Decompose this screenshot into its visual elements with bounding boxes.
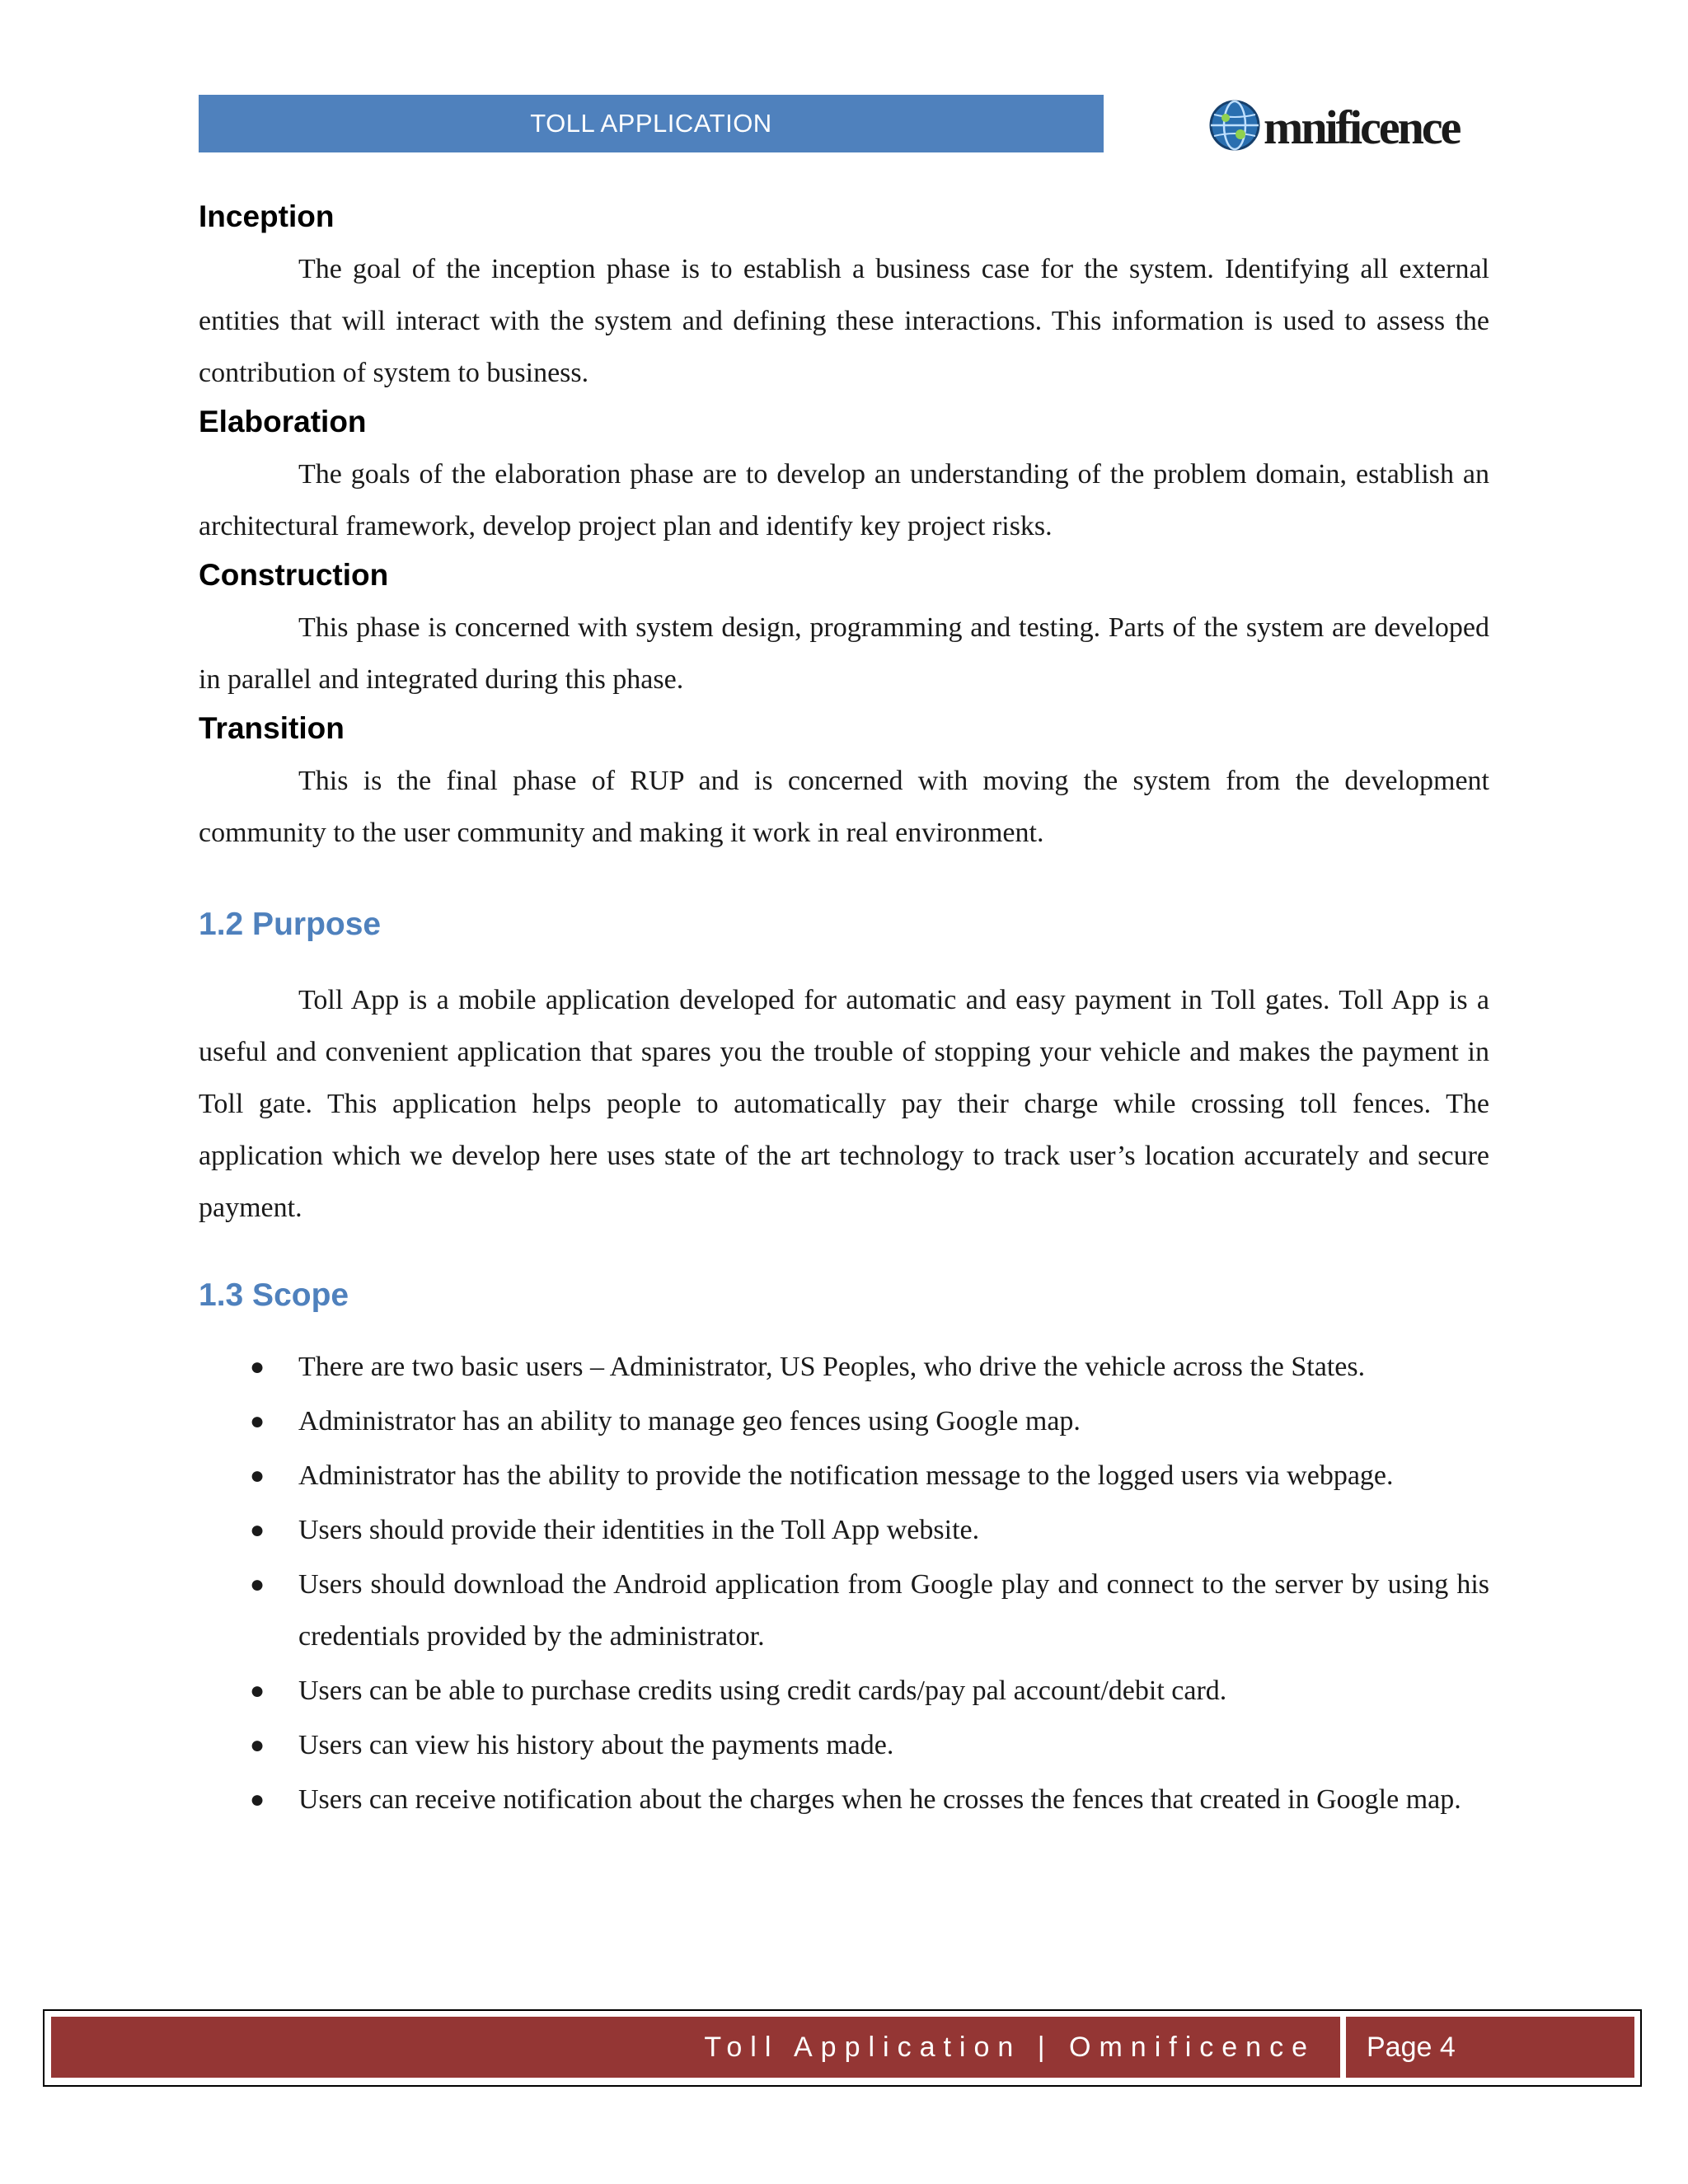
list-item: ● Users can be able to purchase credits using credit cards/pay pal account/debit card. xyxy=(199,1665,1489,1717)
paragraph: This phase is concerned with system design, programming and testing. Parts of the system are developed in parallel and integrated during this phase. xyxy=(199,612,1489,695)
logo-text: mnificence xyxy=(1264,100,1460,154)
list-item: ● Users can receive notification about the charges when he crosses the fences that created in Google map. xyxy=(199,1774,1489,1825)
section-heading: Transition xyxy=(199,711,345,745)
phase-inception xyxy=(199,194,1489,399)
bullet-icon: ● xyxy=(250,1408,265,1435)
list-item: ● Users can view his history about the payments made. xyxy=(199,1719,1489,1771)
header-title: TOLL APPLICATION xyxy=(530,109,772,138)
scope-heading: 1.3 Scope xyxy=(199,1277,349,1313)
scope-section xyxy=(199,1271,1489,1825)
company-logo xyxy=(1207,95,1488,159)
footer-page-bar xyxy=(1346,2017,1634,2078)
list-item: ● Administrator has the ability to provide the notification message to the logged users via webpage. xyxy=(199,1450,1489,1502)
section-heading: Inception xyxy=(199,199,335,233)
paragraph: The goals of the elaboration phase are to develop an understanding of the problem domain, establish an architectural framework, develop project plan and identify key project risks. xyxy=(199,459,1489,541)
section-heading: Elaboration xyxy=(199,405,367,438)
paragraph: The goal of the inception phase is to establish a business case for the system. Identifying all external entities that will interact with the system and defining these interactions. This information is used to assess the contribution of system to business. xyxy=(199,254,1489,388)
footer-text-bar xyxy=(51,2017,1340,2078)
phase-transition xyxy=(199,705,1489,859)
phase-construction xyxy=(199,552,1489,705)
purpose-section xyxy=(199,900,1489,1234)
footer-text: Toll Application | Omnificence xyxy=(704,2031,1315,2063)
list-item: ● Users should download the Android application from Google play and connect to the server by using his credentials provided by the administrator. xyxy=(199,1558,1489,1662)
phase-elaboration xyxy=(199,399,1489,552)
scope-list xyxy=(199,1341,1489,1825)
bullet-icon: ● xyxy=(250,1516,265,1544)
list-item: ● Users should provide their identities in the Toll App website. xyxy=(199,1504,1489,1556)
paragraph: This is the final phase of RUP and is concerned with moving the system from the development community to the user community and making it work in real environment. xyxy=(199,766,1489,848)
section-heading: Construction xyxy=(199,558,389,592)
bullet-icon: ● xyxy=(250,1571,265,1598)
bullet-icon: ● xyxy=(250,1462,265,1489)
purpose-paragraph: Toll App is a mobile application developed for automatic and easy payment in Toll gates. Toll App is a useful and convenient application that spares you the trouble of stopping your vehicle and makes the payment in Toll gate. This application helps people to automatically pay their charge while crossing toll fences. The application which we develop here uses state of the art technology to track user’s location accurately and secure payment. xyxy=(199,985,1489,1223)
document-body xyxy=(199,194,1489,1828)
bullet-icon: ● xyxy=(250,1732,265,1759)
purpose-heading: 1.2 Purpose xyxy=(199,907,382,942)
header-title-bar xyxy=(199,95,1104,152)
list-item: ● There are two basic users – Administrator, US Peoples, who drive the vehicle across the States. xyxy=(199,1341,1489,1393)
page-number: Page 4 xyxy=(1367,2031,1456,2063)
bullet-icon: ● xyxy=(250,1353,265,1380)
globe-icon xyxy=(1207,98,1262,157)
list-item: ● Administrator has an ability to manage geo fences using Google map. xyxy=(199,1395,1489,1447)
bullet-icon: ● xyxy=(250,1677,265,1704)
bullet-icon: ● xyxy=(250,1786,265,1813)
